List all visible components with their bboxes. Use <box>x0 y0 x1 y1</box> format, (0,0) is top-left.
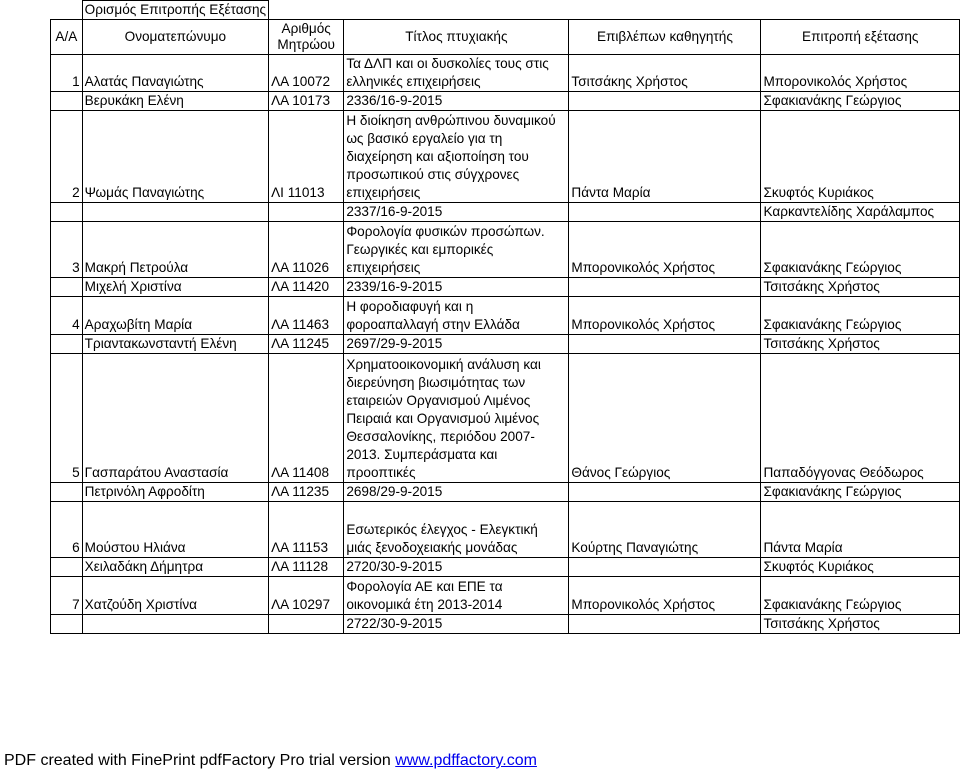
table-row <box>51 55 960 92</box>
row-aa: 4 <box>51 297 83 335</box>
row-name: Μακρή Πετρούλα <box>82 222 268 278</box>
row-aa: 3 <box>51 222 83 278</box>
row-aa: 6 <box>51 502 83 558</box>
row-name <box>82 203 268 222</box>
sheet-title: Ορισμός Επιτροπής Εξέτασης <box>82 1 268 20</box>
row-committee: Σφακιανάκης Γεώργιος <box>761 297 960 335</box>
row-thesis: Η φοροδιαφυγή και η φοροαπαλλαγή στην Ελλάδα <box>344 297 569 335</box>
table-row <box>51 577 960 615</box>
row-committee: Σκυφτός Κυριάκος <box>761 558 960 577</box>
footer-link[interactable]: www.pdffactory.com <box>395 752 537 769</box>
row-supervisor <box>569 483 761 502</box>
row-reg: ΛΑ 11128 <box>269 558 344 577</box>
table-row <box>51 222 960 278</box>
row-reg: ΛΑ 10297 <box>269 577 344 615</box>
table-row <box>51 278 960 297</box>
row-thesis: 2339/16-9-2015 <box>344 278 569 297</box>
table-row <box>51 111 960 203</box>
row-supervisor <box>569 278 761 297</box>
row-committee: Πάντα Μαρία <box>761 502 960 558</box>
row-aa <box>51 203 83 222</box>
row-committee: Τσιτσάκης Χρήστος <box>761 615 960 634</box>
row-committee: Σφακιανάκης Γεώργιος <box>761 483 960 502</box>
row-aa <box>51 335 83 354</box>
row-committee: Σφακιανάκης Γεώργιος <box>761 222 960 278</box>
row-aa <box>51 92 83 111</box>
row-committee: Μπορονικολός Χρήστος <box>761 55 960 92</box>
row-aa: 7 <box>51 577 83 615</box>
table-row <box>51 615 960 634</box>
pdf-footer <box>4 752 537 770</box>
row-name: Αλατάς Παναγιώτης <box>82 55 268 92</box>
row-name: Χειλαδάκη Δήμητρα <box>82 558 268 577</box>
row-aa <box>51 558 83 577</box>
table-row <box>51 335 960 354</box>
table-row <box>51 92 960 111</box>
row-supervisor <box>569 203 761 222</box>
row-supervisor: Πάντα Μαρία <box>569 111 761 203</box>
row-supervisor: Μπορονικολός Χρήστος <box>569 577 761 615</box>
row-reg: ΛΑ 11463 <box>269 297 344 335</box>
row-thesis: 2720/30-9-2015 <box>344 558 569 577</box>
committee-table <box>50 0 960 634</box>
table-row <box>51 483 960 502</box>
row-reg: ΛΑ 11420 <box>269 278 344 297</box>
row-thesis: Χρηματοοικονομική ανάλυση και διερεύνηση βιωσιμότητας των εταιρειών Οργανισμού Λιμένος Πειραιά και Οργανισμού λιμένος Θεσσαλονίκης, περιόδου 2007-2013. Συμπεράσματα και προοπτικές <box>344 354 569 483</box>
row-aa: 5 <box>51 354 83 483</box>
row-committee: Καρκαντελίδης Χαράλαμπος <box>761 203 960 222</box>
row-thesis: 2336/16-9-2015 <box>344 92 569 111</box>
row-supervisor: Μπορονικολός Χρήστος <box>569 222 761 278</box>
row-thesis: 2697/29-9-2015 <box>344 335 569 354</box>
row-name: Βερυκάκη Ελένη <box>82 92 268 111</box>
row-thesis: Φορολογία φυσικών προσώπων. Γεωργικές και εμπορικές επιχειρήσεις <box>344 222 569 278</box>
row-supervisor: Τσιτσάκης Χρήστος <box>569 55 761 92</box>
row-name: Πετρινόλη Αφροδίτη <box>82 483 268 502</box>
table-row <box>51 297 960 335</box>
row-committee: Σφακιανάκης Γεώργιος <box>761 92 960 111</box>
row-supervisor: Μπορονικολός Χρήστος <box>569 297 761 335</box>
row-name: Χατζούδη Χριστίνα <box>82 577 268 615</box>
row-reg: ΛΑ 11408 <box>269 354 344 483</box>
row-supervisor: Κούρτης Παναγιώτης <box>569 502 761 558</box>
row-aa: 1 <box>51 55 83 92</box>
row-reg <box>269 203 344 222</box>
row-reg: ΛΙ 11013 <box>269 111 344 203</box>
row-name: Τριαντακωνσταντή Ελένη <box>82 335 268 354</box>
row-supervisor <box>569 335 761 354</box>
row-reg: ΛΑ 11235 <box>269 483 344 502</box>
row-committee: Παπαδόγγονας Θεόδωρος <box>761 354 960 483</box>
row-thesis: Εσωτερικός έλεγχος - Ελεγκτική μιάς ξενοδοχειακής μονάδας <box>344 502 569 558</box>
row-reg <box>269 615 344 634</box>
row-thesis: Τα ΔΛΠ και οι δυσκολίες τους στις ελληνικές επιχειρήσεις <box>344 55 569 92</box>
header-thesis: Τίτλος πτυχιακής <box>344 20 569 55</box>
row-thesis: Φορολογία ΑΕ και ΕΠΕ τα οικονομικά έτη 2013-2014 <box>344 577 569 615</box>
header-committee: Επιτροπή εξέτασης <box>761 20 960 55</box>
table-row <box>51 354 960 483</box>
row-thesis: Η διοίκηση ανθρώπινου δυναμικού ως βασικό εργαλείο για τη διαχείρηση και αξιοποίηση του προσωπικού στις σύγχρονες επιχειρήσεις <box>344 111 569 203</box>
table-row <box>51 558 960 577</box>
row-aa <box>51 483 83 502</box>
row-name: Μιχελή Χριστίνα <box>82 278 268 297</box>
row-supervisor <box>569 92 761 111</box>
row-aa <box>51 615 83 634</box>
row-name: Αραχωβίτη Μαρία <box>82 297 268 335</box>
row-name: Ψωμάς Παναγιώτης <box>82 111 268 203</box>
table-row <box>51 502 960 558</box>
row-name: Μούστου Ηλιάνα <box>82 502 268 558</box>
header-supervisor: Επιβλέπων καθηγητής <box>569 20 761 55</box>
row-reg: ΛΑ 10072 <box>269 55 344 92</box>
footer-text: PDF created with FinePrint pdfFactory Pro trial version <box>4 752 396 769</box>
row-committee: Σκυφτός Κυριάκος <box>761 111 960 203</box>
row-thesis: 2722/30-9-2015 <box>344 615 569 634</box>
row-supervisor <box>569 558 761 577</box>
row-committee: Τσιτσάκης Χρήστος <box>761 335 960 354</box>
row-reg: ΛΑ 11026 <box>269 222 344 278</box>
row-thesis: 2698/29-9-2015 <box>344 483 569 502</box>
header-aa: Α/Α <box>51 20 83 55</box>
row-committee: Σφακιανάκης Γεώργιος <box>761 577 960 615</box>
row-supervisor <box>569 615 761 634</box>
row-aa <box>51 278 83 297</box>
row-supervisor: Θάνος Γεώργιος <box>569 354 761 483</box>
row-reg: ΛΑ 11245 <box>269 335 344 354</box>
row-reg: ΛΑ 10173 <box>269 92 344 111</box>
row-name: Γασπαράτου Αναστασία <box>82 354 268 483</box>
row-reg: ΛΑ 11153 <box>269 502 344 558</box>
row-name <box>82 615 268 634</box>
row-thesis: 2337/16-9-2015 <box>344 203 569 222</box>
header-reg: Αριθμός Μητρώου <box>269 20 344 55</box>
header-name: Ονοματεπώνυμο <box>82 20 268 55</box>
row-aa: 2 <box>51 111 83 203</box>
row-committee: Τσιτσάκης Χρήστος <box>761 278 960 297</box>
table-row <box>51 203 960 222</box>
